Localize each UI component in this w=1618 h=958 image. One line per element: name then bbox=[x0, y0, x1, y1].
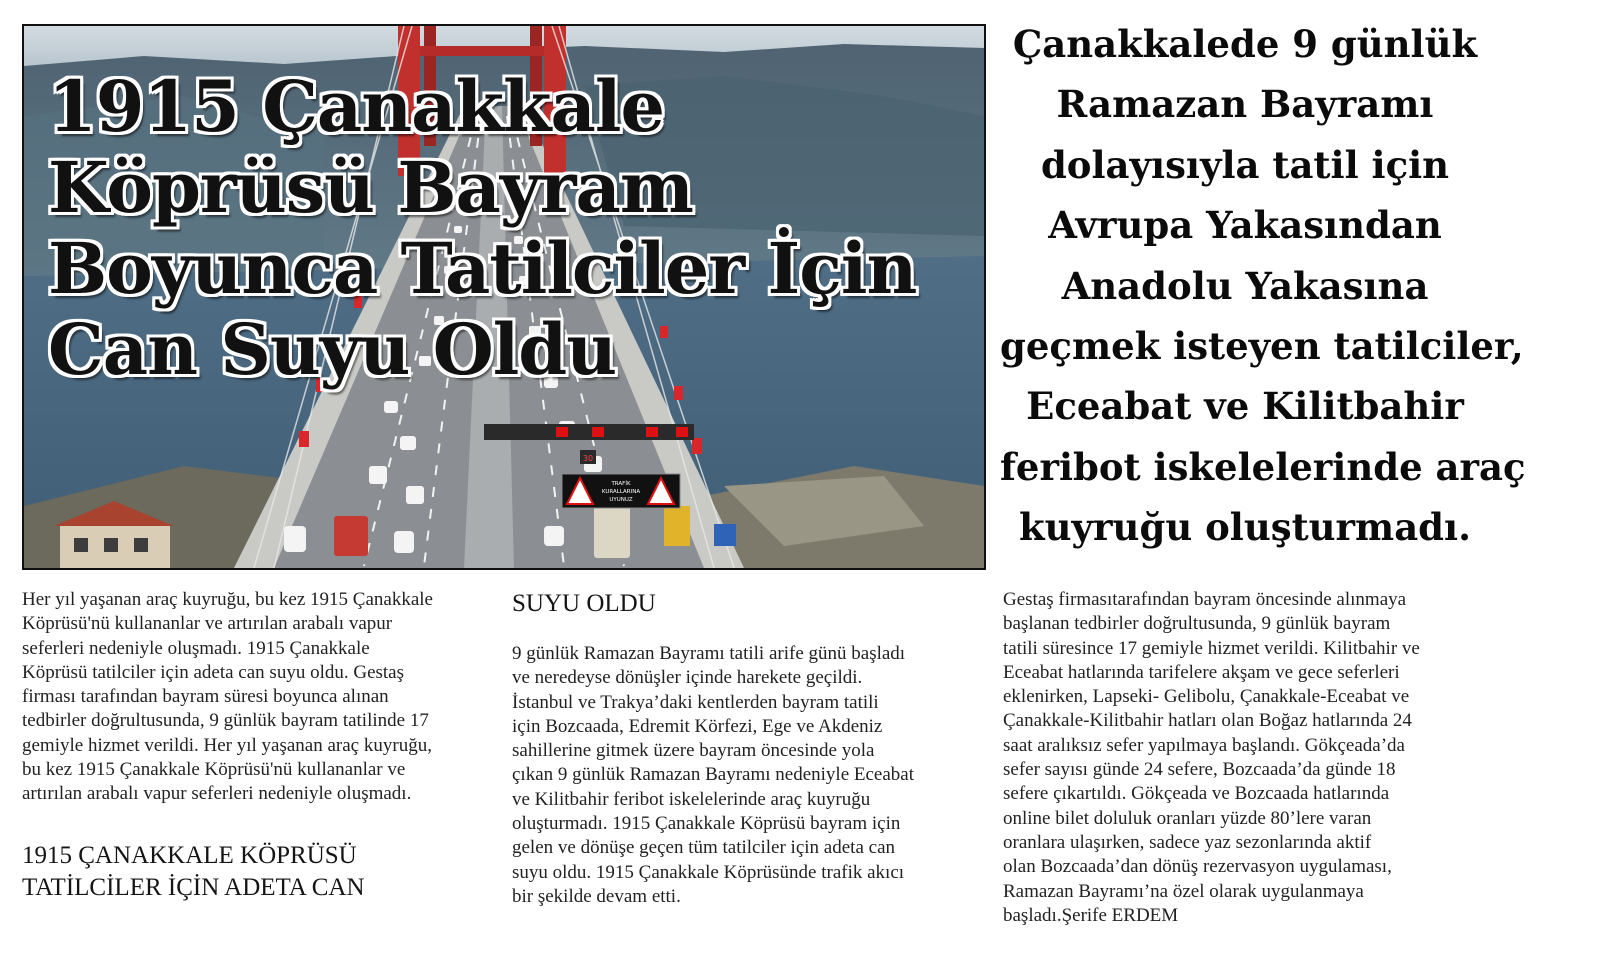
text-line: oluşturmadı. 1915 Çanakkale Köprüsü bayram için bbox=[512, 813, 901, 835]
text-line: suyu oldu. 1915 Çanakkale Köprüsünde trafik akıcı bbox=[512, 861, 905, 883]
deck-line: feribot iskelelerinde araç bbox=[1000, 444, 1526, 489]
text-line: ve neredeyse dönüşler içinde harekete geçildi. bbox=[512, 667, 863, 689]
text-line: Köprüsü tatilciler için adeta can suyu oldu. Gestaş bbox=[22, 661, 405, 683]
text-line: gemiyle hizmet verildi. Her yıl yaşanan araç kuyruğu, bbox=[22, 734, 432, 756]
headline-line-4: Can Suyu Oldu bbox=[48, 308, 617, 391]
text-line: Köprüsü'nü kullananlar ve artırılan arabalı vapur bbox=[22, 613, 393, 635]
text-line: ve Kilitbahir feribot iskelelerinde araç kuyruğu bbox=[512, 788, 871, 810]
subhead-line: SUYU OLDU bbox=[512, 590, 656, 617]
subhead-line-2: TATİLCİLER İÇİN ADETA CAN bbox=[22, 874, 365, 901]
text-line: sefere çıkartıldı. Gökçeada ve Bozcaada hatlarında bbox=[1003, 783, 1390, 805]
lane-gantry bbox=[484, 424, 694, 440]
column-1-subhead bbox=[22, 840, 365, 904]
text-line: olan Bozcaada’dan dönüş rezervasyon uygulaması, bbox=[1003, 856, 1392, 878]
text-line: eklenirken, Lapseki- Gelibolu, Çanakkale-Eceabat ve bbox=[1003, 686, 1410, 708]
text-line: Gestaş firmasıtarafından bayram öncesinde alınmaya bbox=[1003, 589, 1407, 610]
text-line: artırılan arabalı vapur seferleri nedeniyle oluşmadı. bbox=[22, 783, 412, 805]
deck-line: Ramazan Bayramı bbox=[1056, 82, 1434, 127]
text-line: tatili süresince 17 gemiyle hizmet verildi. Kilitbahir ve bbox=[1003, 637, 1420, 659]
text-line: çıkan 9 günlük Ramazan Bayramı nedeniyle Eceabat bbox=[512, 764, 915, 786]
sign-line-2: KURALLARINA bbox=[601, 489, 641, 495]
sign-line-1: TRAFİK bbox=[611, 481, 631, 487]
text-line: Eceabat hatlarında tarifelere akşam ve gece seferleri bbox=[1003, 661, 1400, 683]
column-3-text bbox=[1003, 588, 1483, 928]
text-line: bir şekilde devam etti. bbox=[512, 885, 681, 907]
text-line: gelen ve dönüşe geçen tüm tatilciler için adeta can bbox=[512, 837, 895, 859]
text-line: başladı.Şerife ERDEM bbox=[1003, 904, 1179, 926]
text-line: saat aralıksız sefer yapılmaya başlandı. Gökçeada’da bbox=[1003, 734, 1405, 756]
deck-line: Avrupa Yakasından bbox=[1048, 203, 1442, 248]
subhead-line-1: 1915 ÇANAKKALE KÖPRÜSÜ bbox=[22, 842, 357, 869]
deck-line: geçmek isteyen tatilciler, bbox=[1000, 324, 1524, 369]
text-line: Ramazan Bayramı’na özel olarak uygulanmaya bbox=[1003, 880, 1364, 902]
headline-line-1: 1915 Çanakkale bbox=[48, 65, 664, 148]
text-line: için Bozcaada, Edremit Körfezi, Ege ve Akdeniz bbox=[512, 715, 883, 737]
text-line: online bilet doluluk oranları yüzde 80’lere varan bbox=[1003, 807, 1372, 829]
traffic-sign bbox=[562, 474, 680, 508]
speed-sign: 30 bbox=[582, 454, 594, 463]
text-line: tedbirler doğrultusunda, 9 günlük bayram tatilinde 17 bbox=[22, 710, 429, 732]
sign-line-3: UYUNUZ bbox=[609, 497, 633, 503]
text-line: Her yıl yaşanan araç kuyruğu, bu kez 1915 Çanakkale bbox=[22, 589, 433, 610]
text-line: sahillerine gitmek üzere bayram öncesinde yola bbox=[512, 740, 875, 762]
text-line: başlanan tedbirler doğrultusunda, 9 günlük bayram bbox=[1003, 613, 1391, 635]
deck-line: kuyruğu oluşturmadı. bbox=[1019, 505, 1471, 550]
text-line: Çanakkale-Kilitbahir hatları olan Boğaz hatlarında 24 bbox=[1003, 710, 1412, 732]
deck-line: dolayısıyla tatil için bbox=[1040, 142, 1450, 187]
text-line: bu kez 1915 Çanakkale Köprüsü'nü kullananlar ve bbox=[22, 759, 406, 781]
text-line: İstanbul ve Trakya’daki kentlerden bayram tatili bbox=[512, 691, 879, 713]
deck-line: Anadolu Yakasına bbox=[1061, 263, 1429, 308]
column-2-text bbox=[512, 642, 992, 909]
deck-line: Eceabat ve Kilitbahir bbox=[1026, 384, 1464, 429]
column-1-text bbox=[22, 588, 502, 807]
deck-line: Çanakkalede 9 günlük bbox=[1012, 22, 1478, 66]
text-line: 9 günlük Ramazan Bayramı tatili arife günü başladı bbox=[512, 643, 906, 664]
text-line: seferleri nedeniyle oluşmadı. 1915 Çanakkale bbox=[22, 637, 370, 659]
headline bbox=[48, 66, 986, 390]
headline-line-3: Boyunca Tatilciler İçin bbox=[48, 227, 917, 310]
text-line: firması tarafından bayram süresi boyunca alınan bbox=[22, 686, 389, 708]
headline-line-2: Köprüsü Bayram bbox=[48, 146, 693, 229]
summary-deck bbox=[1000, 14, 1526, 558]
bridge-photo bbox=[22, 24, 986, 570]
text-line: sefer sayısı günde 24 sefere, Bozcaada’da günde 18 bbox=[1003, 759, 1396, 781]
text-line: oranlara ulaşırken, sadece yaz sezonlarında aktif bbox=[1003, 831, 1372, 853]
column-2-subhead bbox=[512, 588, 656, 620]
